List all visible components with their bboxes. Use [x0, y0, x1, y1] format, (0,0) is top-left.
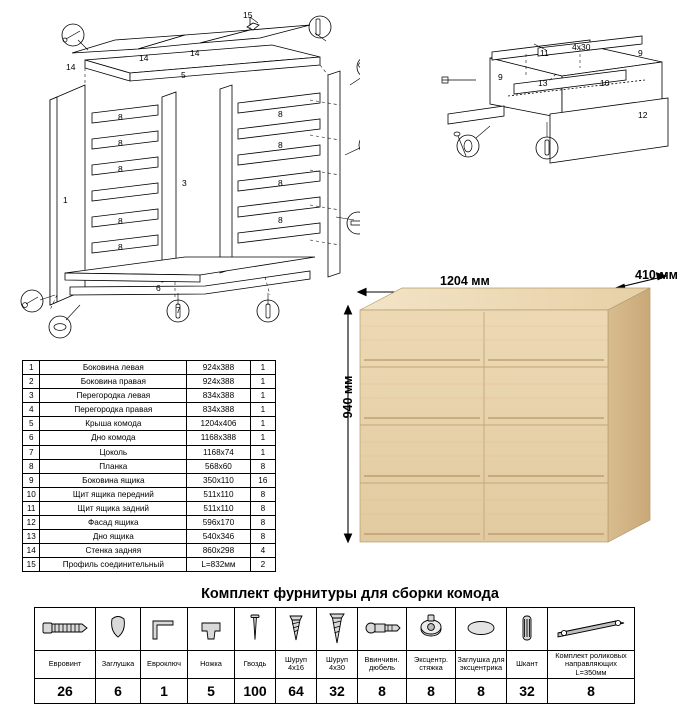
dowel-icon [507, 608, 548, 651]
table-row [23, 361, 276, 375]
part-qty: 4 [250, 544, 275, 558]
callout-8-7: 8 [278, 140, 283, 150]
part-name: Планка [40, 459, 187, 473]
part-size: 596х170 [187, 516, 251, 530]
part-size: 511х110 [187, 501, 251, 515]
parts-table [22, 360, 276, 572]
callout-8-5: 8 [118, 242, 123, 252]
part-qty: 1 [250, 431, 275, 445]
part-qty: 8 [250, 459, 275, 473]
part-size: 834х388 [187, 389, 251, 403]
euro-key-icon [141, 608, 188, 651]
part-number: 6 [23, 431, 40, 445]
part-number: 12 [23, 516, 40, 530]
part-size: 1168х74 [187, 445, 251, 459]
part-size: 540х346 [187, 530, 251, 544]
part-name: Щит ящика задний [40, 501, 187, 515]
part-qty: 2 [250, 558, 275, 572]
part-number: 3 [23, 389, 40, 403]
hardware-qty: 26 [35, 678, 96, 703]
callout-14-b: 14 [139, 53, 149, 63]
part-size: 1168х388 [187, 431, 251, 445]
hardware-qty: 32 [317, 678, 358, 703]
part-name: Боковина левая [40, 361, 187, 375]
callout-6: 6 [156, 283, 161, 293]
hardware-qty: 5 [188, 678, 235, 703]
part-name: Дно ящика [40, 530, 187, 544]
hardware-name: Шуруп 4х30 [317, 651, 358, 679]
nail-icon [235, 608, 276, 651]
callout-8-9: 8 [278, 215, 283, 225]
part-size: 511х110 [187, 487, 251, 501]
table-row [23, 473, 276, 487]
part-name: Стенка задняя [40, 544, 187, 558]
hardware-qty: 100 [235, 678, 276, 703]
roller-slides-icon [548, 608, 635, 651]
drawer-callout-10: 10 [600, 78, 610, 88]
part-number: 10 [23, 487, 40, 501]
part-qty: 1 [250, 361, 275, 375]
table-row [23, 530, 276, 544]
callout-1: 1 [63, 195, 68, 205]
callout-8-8: 8 [278, 178, 283, 188]
part-qty: 16 [250, 473, 275, 487]
table-row [23, 501, 276, 515]
callout-8-6: 8 [278, 109, 283, 119]
screw-4x30-icon [317, 608, 358, 651]
hardware-name: Ввинчивн. дюбель [358, 651, 407, 679]
part-qty: 1 [250, 403, 275, 417]
cap-plug-icon [96, 608, 141, 651]
part-name: Перегородка левая [40, 389, 187, 403]
hardware-qty: 64 [276, 678, 317, 703]
hardware-qty: 8 [358, 678, 407, 703]
callout-5: 5 [181, 70, 186, 80]
table-row [23, 487, 276, 501]
part-name: Фасад ящика [40, 516, 187, 530]
foot-icon [188, 608, 235, 651]
part-qty: 1 [250, 375, 275, 389]
part-number: 9 [23, 473, 40, 487]
hardware-table [34, 607, 635, 704]
part-qty: 8 [250, 516, 275, 530]
hardware-qty: 32 [507, 678, 548, 703]
part-name: Профиль соединительный [40, 558, 187, 572]
part-size: 568х60 [187, 459, 251, 473]
dimension-width: 1204 мм [440, 274, 490, 288]
cam-lock-icon [407, 608, 456, 651]
part-name: Боковина ящика [40, 473, 187, 487]
part-size: 924х388 [187, 375, 251, 389]
hardware-names-row [35, 651, 635, 679]
callout-3: 3 [182, 178, 187, 188]
part-qty: 1 [250, 417, 275, 431]
part-qty: 8 [250, 501, 275, 515]
callout-14-c: 14 [190, 48, 200, 58]
part-number: 15 [23, 558, 40, 572]
callout-8-2: 8 [118, 138, 123, 148]
table-row [23, 389, 276, 403]
part-number: 1 [23, 361, 40, 375]
part-name: Боковина правая [40, 375, 187, 389]
hardware-name: Шуруп 4х16 [276, 651, 317, 679]
callout-7: 7 [176, 305, 181, 315]
euro-screw-icon [35, 608, 96, 651]
hardware-qty: 6 [96, 678, 141, 703]
table-row [23, 375, 276, 389]
part-qty: 1 [250, 445, 275, 459]
screw-in-dowel-icon [358, 608, 407, 651]
part-number: 7 [23, 445, 40, 459]
part-size: 350х110 [187, 473, 251, 487]
hardware-icons-row [35, 608, 635, 651]
hardware-name: Заглушка для эксцентрика [456, 651, 507, 679]
part-number: 14 [23, 544, 40, 558]
callout-15: 15 [243, 10, 253, 20]
part-size: 924х388 [187, 361, 251, 375]
part-name: Крыша комода [40, 417, 187, 431]
table-row [23, 558, 276, 572]
hardware-qty: 1 [141, 678, 188, 703]
table-row [23, 516, 276, 530]
part-name: Дно комода [40, 431, 187, 445]
dimension-height: 940 мм [341, 375, 355, 419]
table-row [23, 459, 276, 473]
table-row [23, 431, 276, 445]
part-size: 834х388 [187, 403, 251, 417]
part-qty: 8 [250, 487, 275, 501]
hardware-qty: 8 [407, 678, 456, 703]
drawer-callout-11: 11 [540, 48, 549, 58]
chest-render [320, 270, 695, 570]
part-number: 2 [23, 375, 40, 389]
hardware-name: Евроключ [141, 651, 188, 679]
hardware-name: Эксцентр. стяжка [407, 651, 456, 679]
part-number: 5 [23, 417, 40, 431]
hardware-name: Ножка [188, 651, 235, 679]
part-name: Цоколь [40, 445, 187, 459]
part-size: 1204х406 [187, 417, 251, 431]
table-row [23, 544, 276, 558]
callout-8-1: 8 [118, 112, 123, 122]
part-qty: 8 [250, 530, 275, 544]
part-size: 860х298 [187, 544, 251, 558]
hardware-qty: 8 [548, 678, 635, 703]
part-number: 8 [23, 459, 40, 473]
part-name: Перегородка правая [40, 403, 187, 417]
screw-4x16-icon [276, 608, 317, 651]
callout-14-a: 14 [66, 62, 76, 72]
drawer-callout-13: 13 [538, 78, 548, 88]
dimension-depth: 410 мм [635, 268, 678, 282]
hardware-name: Евровинт [35, 651, 96, 679]
callout-8-3: 8 [118, 164, 123, 174]
part-size: L=832мм [187, 558, 251, 572]
table-row [23, 403, 276, 417]
part-name: Щит ящика передний [40, 487, 187, 501]
parts-table-body [23, 361, 276, 572]
cam-cover-icon [456, 608, 507, 651]
part-qty: 1 [250, 389, 275, 403]
part-number: 11 [23, 501, 40, 515]
drawer-callout-12: 12 [638, 110, 648, 120]
hardware-name: Шкант [507, 651, 548, 679]
table-row [23, 417, 276, 431]
hardware-title: Комплект фурнитуры для сборки комода [201, 586, 499, 602]
hardware-qty: 8 [456, 678, 507, 703]
part-number: 13 [23, 530, 40, 544]
hardware-name: Комплект роликовых направляющих L=350мм [548, 651, 635, 679]
hardware-name: Гвоздь [235, 651, 276, 679]
drawer-callout-4x30: 4х30 [572, 42, 591, 52]
drawer-detail-drawing [430, 18, 690, 178]
drawer-callout-9-b: 9 [638, 48, 643, 58]
table-row [23, 445, 276, 459]
part-number: 4 [23, 403, 40, 417]
drawer-callout-9-a: 9 [498, 72, 503, 82]
hardware-name: Заглушка [96, 651, 141, 679]
callout-8-4: 8 [118, 216, 123, 226]
